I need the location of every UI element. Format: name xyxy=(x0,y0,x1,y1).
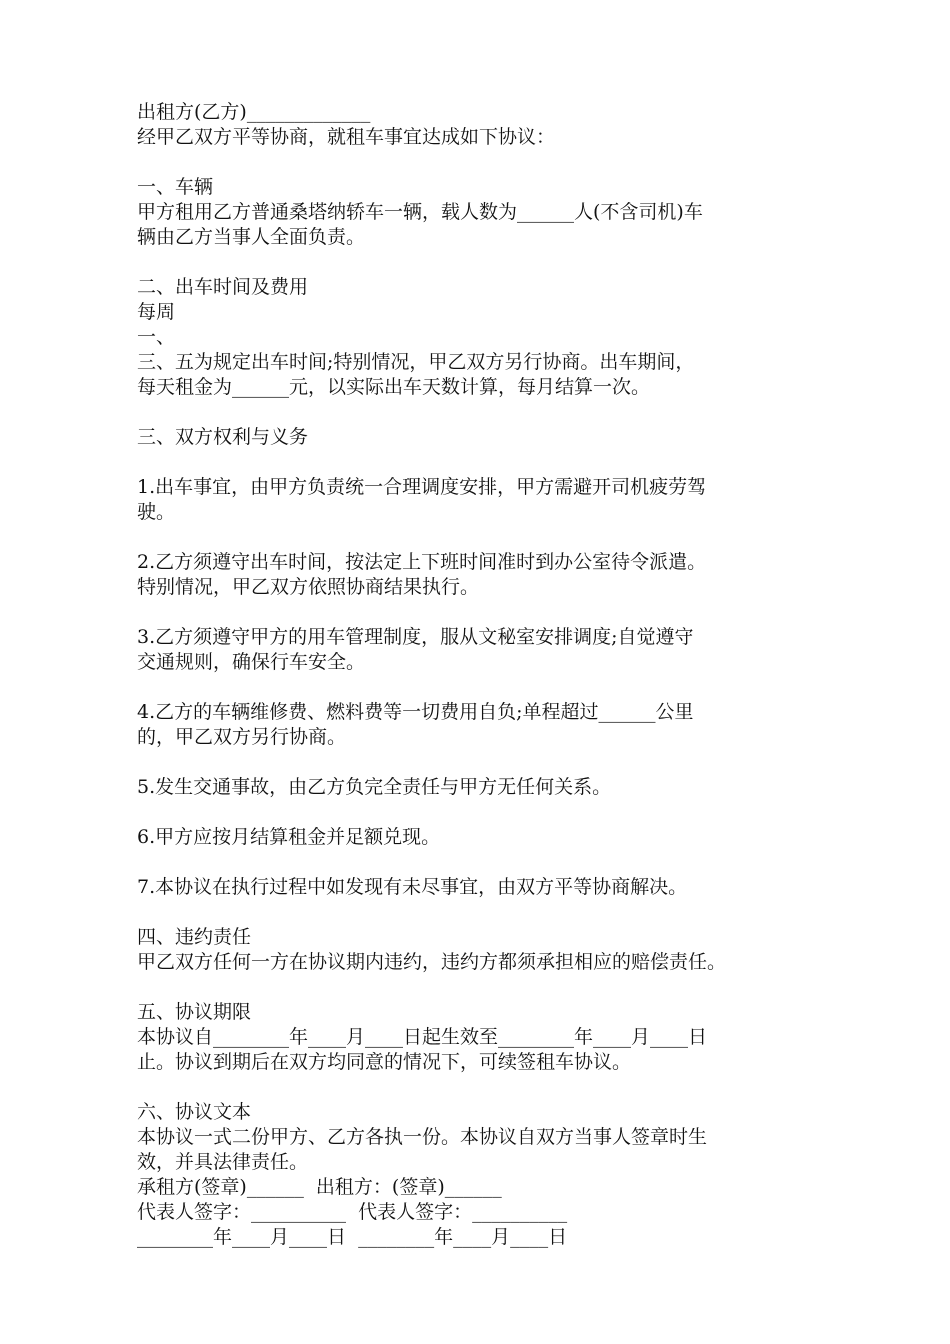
text-line: 止。协议到期后在双方均同意的情况下，可续签租车协议。 xyxy=(137,1051,632,1073)
text-line: 六、协议文本 xyxy=(137,1101,252,1123)
blank-line xyxy=(137,150,827,175)
text-line: 每天租金为______元，以实际出车天数计算，每月结算一次。 xyxy=(137,376,651,398)
text-line: 效，并具法律责任。 xyxy=(137,1151,309,1173)
text-line: 辆由乙方当事人全面负责。 xyxy=(137,226,366,248)
text-line: 本协议一式二份甲方、乙方各执一份。本协议自双方当事人签章时生 xyxy=(137,1126,708,1148)
text-line: 代表人签字：__________ 代表人签字：__________ xyxy=(137,1201,568,1223)
text-line: ________年____月____日 ________年____月____日 xyxy=(137,1226,568,1248)
blank-line xyxy=(137,450,827,475)
text-line: 承租方(签章)______ 出租方：(签章)______ xyxy=(137,1176,502,1198)
text-line: 本协议自________年____月____日起生效至________年____月____日 xyxy=(137,1026,708,1048)
text-line: 一、车辆 xyxy=(137,176,214,198)
text-line: 三、五为规定出车时间;特别情况，甲乙双方另行协商。出车期间， xyxy=(137,351,695,373)
contract-document xyxy=(137,100,827,1250)
text-line: 6.甲方应按月结算租金并足额兑现。 xyxy=(137,826,441,848)
blank-line xyxy=(137,400,827,425)
text-line: 2.乙方须遵守出车时间，按法定上下班时间准时到办公室待令派遣。 xyxy=(137,551,707,573)
blank-line xyxy=(137,525,827,550)
text-line: 四、违约责任 xyxy=(137,926,252,948)
text-line: 7.本协议在执行过程中如发现有未尽事宜，由双方平等协商解决。 xyxy=(137,876,688,898)
text-line: 驶。 xyxy=(137,501,176,523)
blank-line xyxy=(137,975,827,1000)
text-line: 一、 xyxy=(137,326,176,348)
text-line: 甲方租用乙方普通桑塔纳轿车一辆，载人数为______人(不含司机)车 xyxy=(137,201,703,223)
text-line: 的，甲乙双方另行协商。 xyxy=(137,726,347,748)
text-line: 三、双方权利与义务 xyxy=(137,426,309,448)
blank-line xyxy=(137,800,827,825)
text-line: 1.出车事宜，由甲方负责统一合理调度安排，甲方需避开司机疲劳驾 xyxy=(137,476,707,498)
text-line: 特别情况，甲乙双方依照协商结果执行。 xyxy=(137,576,480,598)
text-line: 出租方(乙方)_____________ xyxy=(137,101,371,123)
text-line: 交通规则，确保行车安全。 xyxy=(137,651,366,673)
text-line: 4.乙方的车辆维修费、燃料费等一切费用自负;单程超过______公里 xyxy=(137,701,694,723)
blank-line xyxy=(137,1075,827,1100)
text-line: 3.乙方须遵守甲方的用车管理制度，服从文秘室安排调度;自觉遵守 xyxy=(137,626,694,648)
blank-line xyxy=(137,900,827,925)
text-line: 经甲乙双方平等协商，就租车事宜达成如下协议： xyxy=(137,126,556,148)
text-line: 5.发生交通事故，由乙方负完全责任与甲方无任何关系。 xyxy=(137,776,612,798)
text-line: 甲乙双方任何一方在协议期内违约，违约方都须承担相应的赔偿责任。 xyxy=(137,951,727,973)
blank-line xyxy=(137,600,827,625)
blank-line xyxy=(137,675,827,700)
text-line: 五、协议期限 xyxy=(137,1001,252,1023)
blank-line xyxy=(137,850,827,875)
blank-line xyxy=(137,250,827,275)
text-line: 二、出车时间及费用 xyxy=(137,276,309,298)
blank-line xyxy=(137,750,827,775)
text-line: 每周 xyxy=(137,301,176,323)
